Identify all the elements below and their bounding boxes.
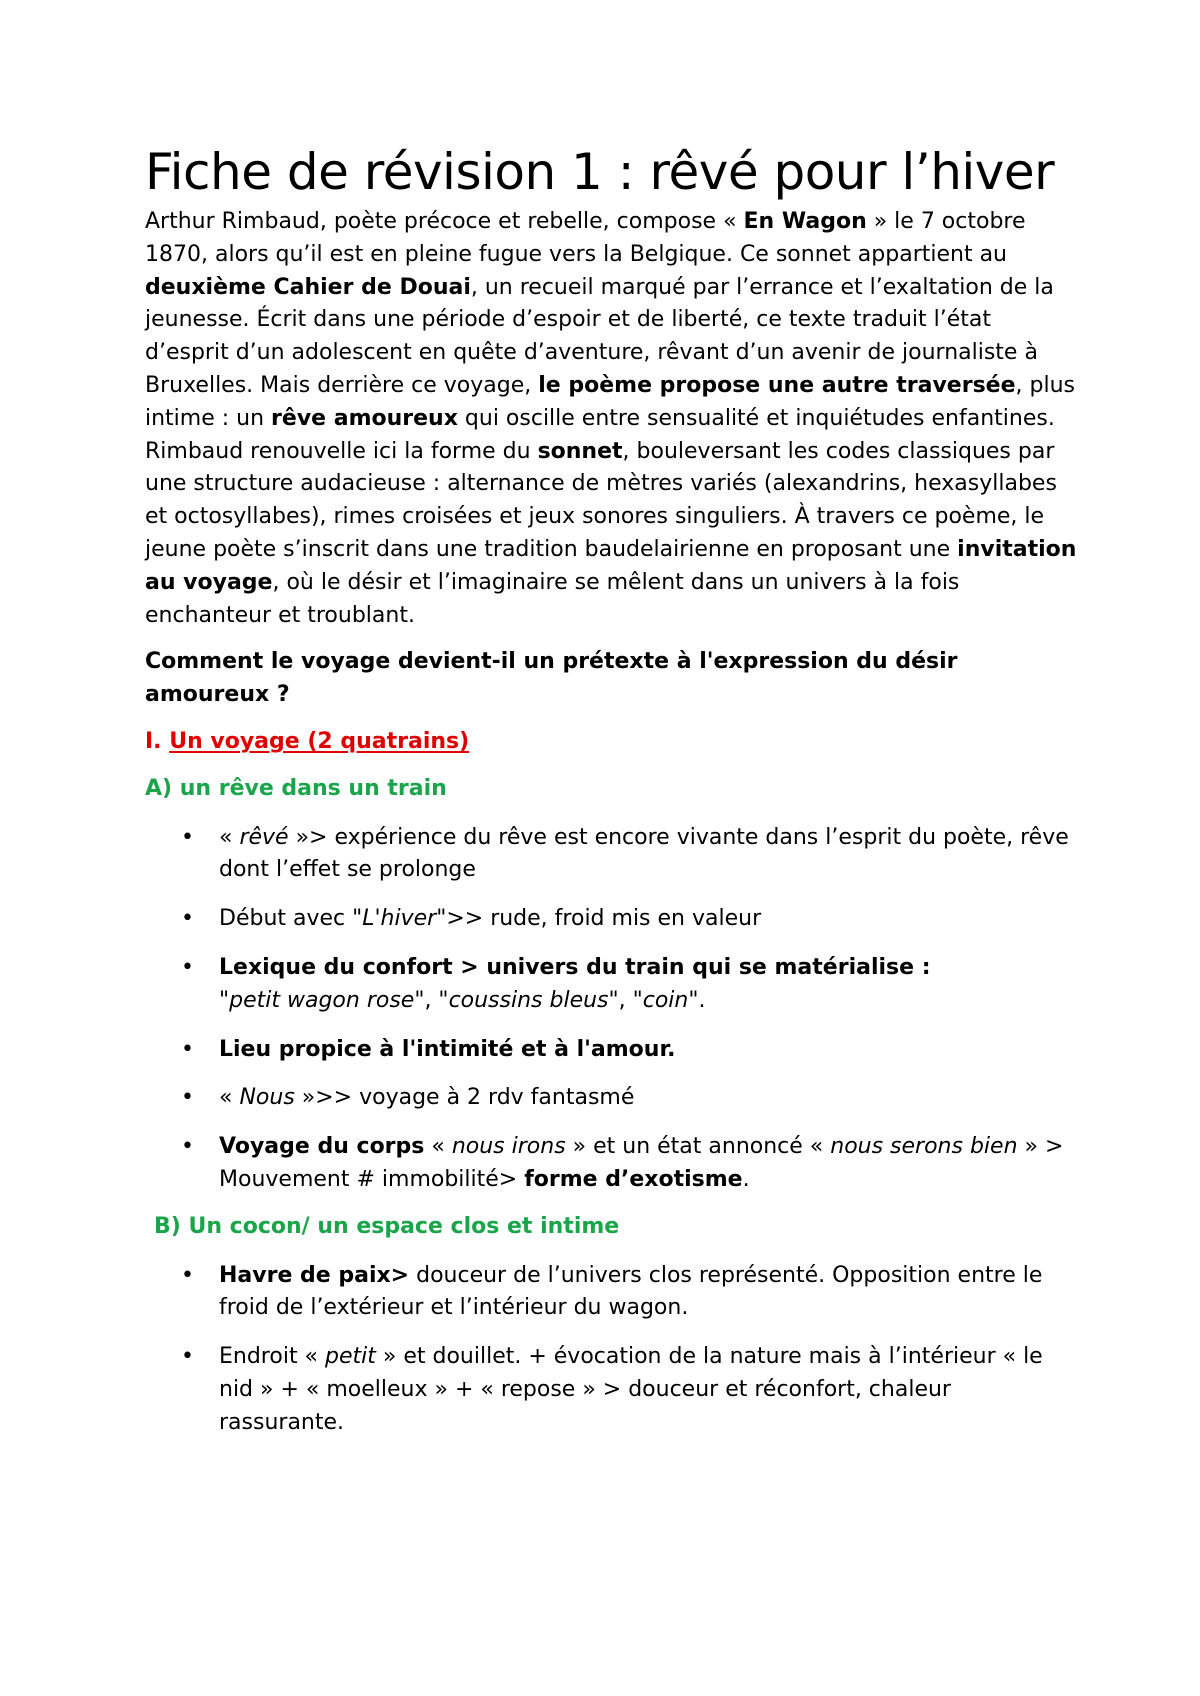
bullet-icon: • xyxy=(181,954,194,980)
list-item xyxy=(145,822,1080,888)
intro-text-6: , bouleversant les codes classiques par une structure audacieuse : alternance de mètres variés (alexandrins, hexasyllabes et octosyllabes), rimes croisées et jeux sonores singuliers. À travers ce poème, le jeune poète s’inscrit dans une tradition baudelairienne en proposant une xyxy=(145,438,1057,562)
item-quote: petit wagon rose xyxy=(229,987,415,1013)
list-item xyxy=(145,1260,1080,1326)
section-b-list xyxy=(145,1260,1080,1440)
item-text: »>> voyage à 2 rdv fantasmé xyxy=(294,1085,635,1111)
list-item xyxy=(145,952,1080,1018)
list-item xyxy=(145,1082,1080,1115)
item-text: « xyxy=(219,824,240,850)
bullet-icon: • xyxy=(181,1134,194,1160)
item-quote: nous serons bien xyxy=(830,1134,1018,1160)
intro-bold-6: invitation au voyage xyxy=(145,536,1077,595)
intro-text-5: qui oscille entre sensualité et inquiétudes enfantines. Rimbaud renouvelle ici la forme du xyxy=(145,405,1055,464)
item-quote: petit xyxy=(325,1344,376,1370)
intro-text-4: , plus intime : un xyxy=(145,372,1075,431)
part-1-number: I. xyxy=(145,728,170,754)
item-text: ", " xyxy=(414,987,449,1013)
problematic-question: Comment le voyage devient-il un prétexte à l'expression du désir amoureux ? xyxy=(145,649,958,708)
page-title: Fiche de révision 1 : rêvé pour l’hiver xyxy=(145,143,1055,201)
intro-text-2: » le 7 octobre 1870, alors qu’il est en pleine fugue vers la Belgique. Ce sonnet appartient au xyxy=(145,209,1026,267)
bullet-icon: • xyxy=(181,1344,194,1370)
document-page xyxy=(145,140,1080,1456)
item-quote: coin xyxy=(642,987,689,1013)
item-text: . xyxy=(742,1166,750,1192)
intro-text-3: , un recueil marqué par l’errance et l’exaltation de la jeunesse. Écrit dans une période d’espoir et de liberté, ce texte traduit l’état d’esprit d’un adolescent en quête d’aventure, rêvant d’un avenir de journaliste à Bruxelles. Mais derrière ce voyage, xyxy=(145,274,1054,398)
intro-bold-1: En Wagon xyxy=(743,209,867,234)
item-text: »> expérience du rêve est encore vivante dans l’esprit du poète, rêve dont l’effet se prolonge xyxy=(219,824,1069,883)
item-text: « xyxy=(219,1085,240,1111)
list-item xyxy=(145,1341,1080,1439)
intro-paragraph xyxy=(145,206,1080,632)
item-text: ". xyxy=(688,987,706,1013)
intro-bold-4: rêve amoureux xyxy=(271,405,458,431)
item-quote: L'hiver xyxy=(362,906,437,932)
item-text: " xyxy=(219,987,230,1013)
item-text: » et douillet. + évocation de la nature mais à l’intérieur « le nid » + « moelleux » + « repose » > douceur et réconfort, chaleur rassurante. xyxy=(219,1344,1043,1435)
part-1-label: Un voyage (2 quatrains) xyxy=(169,728,470,754)
intro-bold-3: le poème propose une autre traversée xyxy=(538,372,1016,398)
bullet-icon: • xyxy=(181,1036,194,1062)
bullet-icon: • xyxy=(181,1085,194,1111)
item-bold: Lieu propice à l'intimité et à l'amour. xyxy=(219,1036,676,1062)
item-quote: nous irons xyxy=(451,1134,566,1160)
item-text: « xyxy=(424,1134,452,1160)
item-text: ">> rude, froid mis en valeur xyxy=(436,906,762,932)
intro-text-1: Arthur Rimbaud, poète précoce et rebelle, compose « xyxy=(145,209,744,234)
bullet-icon: • xyxy=(181,1262,194,1288)
item-quote: coussins bleus xyxy=(448,987,609,1013)
intro-bold-2: deuxième Cahier de Douai xyxy=(145,274,471,300)
list-item xyxy=(145,1131,1080,1197)
item-text: douceur de l’univers clos représenté. Opposition entre le froid de l’extérieur et l’intérieur du wagon. xyxy=(219,1262,1043,1321)
section-a-list xyxy=(145,822,1080,1197)
item-text: Endroit « xyxy=(219,1344,326,1370)
section-b-heading: B) Un cocon/ un espace clos et intime xyxy=(154,1213,620,1239)
item-text: » > Mouvement # immobilité> xyxy=(219,1134,1064,1192)
item-quote: Nous xyxy=(239,1085,295,1111)
item-text: ", " xyxy=(608,987,643,1013)
item-bold: Voyage du corps xyxy=(219,1134,425,1160)
item-quote: rêvé xyxy=(239,824,289,850)
item-bold: Havre de paix> xyxy=(219,1262,410,1288)
item-bold: Lexique du confort > univers du train qui se matérialise : xyxy=(219,954,931,980)
list-item xyxy=(145,903,1080,936)
bullet-icon: • xyxy=(181,906,194,932)
bullet-icon: • xyxy=(181,824,194,850)
item-text: Début avec " xyxy=(219,906,363,932)
section-a-heading: A) un rêve dans un train xyxy=(145,775,447,801)
item-bold: forme d’exotisme xyxy=(524,1166,743,1192)
item-text: » et un état annoncé « xyxy=(565,1134,831,1160)
intro-text-7: , où le désir et l’imaginaire se mêlent dans un univers à la fois enchanteur et troublant. xyxy=(145,569,960,628)
part-1-heading xyxy=(145,726,1080,759)
list-item xyxy=(145,1034,1080,1067)
intro-bold-5: sonnet xyxy=(537,438,623,464)
